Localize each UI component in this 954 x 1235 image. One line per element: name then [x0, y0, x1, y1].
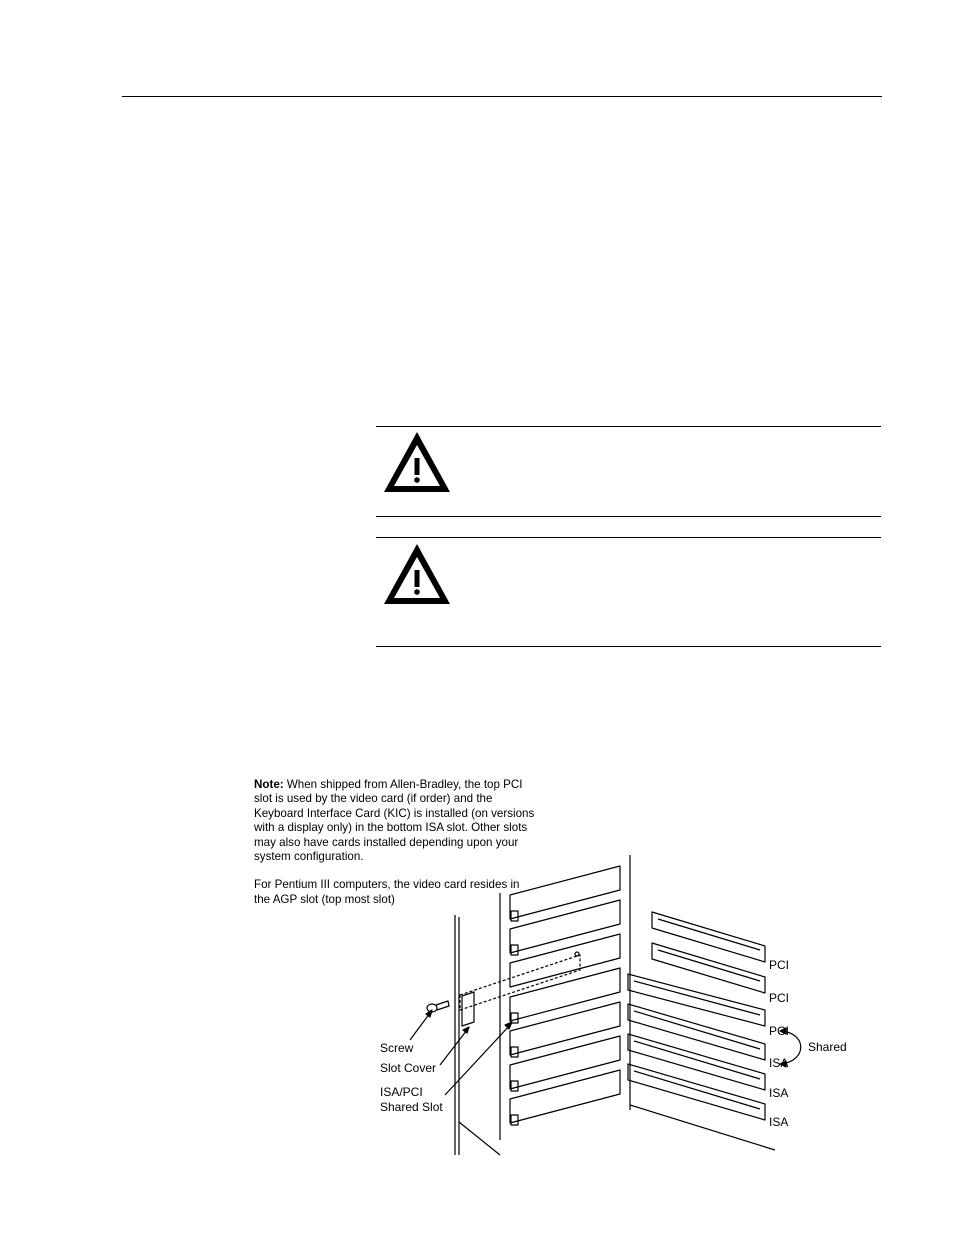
note-line: system configuration.	[254, 850, 364, 864]
note-line: slot is used by the video card (if order) and the	[254, 792, 493, 806]
warning-triangle-icon	[382, 542, 452, 606]
slot-label-isa: ISA	[769, 1056, 789, 1070]
warning-bottom-rule	[376, 646, 881, 647]
callout-shared: Shared	[808, 1040, 847, 1054]
slot-label-isa: ISA	[769, 1115, 789, 1129]
note-line: may also have cards installed depending upon your	[254, 835, 519, 849]
callout-shared-slot-line2: Shared Slot	[380, 1100, 443, 1114]
warning-top-rule	[376, 426, 881, 427]
slot-brackets	[510, 866, 620, 1125]
header-rule	[122, 96, 882, 97]
slot-label-pci: PCI	[769, 1024, 790, 1038]
note-line: When shipped from Allen-Bradley, the top PCI	[283, 778, 523, 791]
pci-slots	[628, 912, 765, 1026]
slot-label-isa: ISA	[769, 1086, 789, 1100]
callout-slot-cover: Slot Cover	[380, 1061, 437, 1075]
screw-icon	[427, 1001, 449, 1012]
callout-arrows	[410, 1010, 512, 1095]
chassis-panel	[455, 855, 775, 1155]
note-line: For Pentium III computers, the video card resides in	[254, 878, 520, 892]
warning-triangle-icon	[382, 430, 452, 494]
note-line: the AGP slot (top most slot)	[254, 892, 395, 906]
warning-top-rule	[376, 537, 881, 538]
warning-divider-rule	[376, 516, 881, 517]
slot-label-pci: PCI	[769, 991, 790, 1005]
slot-label-pci: PCI	[769, 958, 790, 972]
note-line: Keyboard Interface Card (KIC) is installed (on versions	[254, 806, 535, 820]
slot-cover	[460, 952, 580, 1026]
expansion-slot-diagram	[370, 850, 875, 1165]
callout-screw: Screw	[380, 1041, 414, 1055]
note-bold-lead: Note:	[254, 778, 284, 791]
callout-shared-slot-line1: ISA/PCI	[380, 1085, 423, 1099]
isa-slots	[628, 1004, 765, 1120]
note-line: with a display only) in the bottom ISA slot. Other slots	[254, 821, 528, 835]
